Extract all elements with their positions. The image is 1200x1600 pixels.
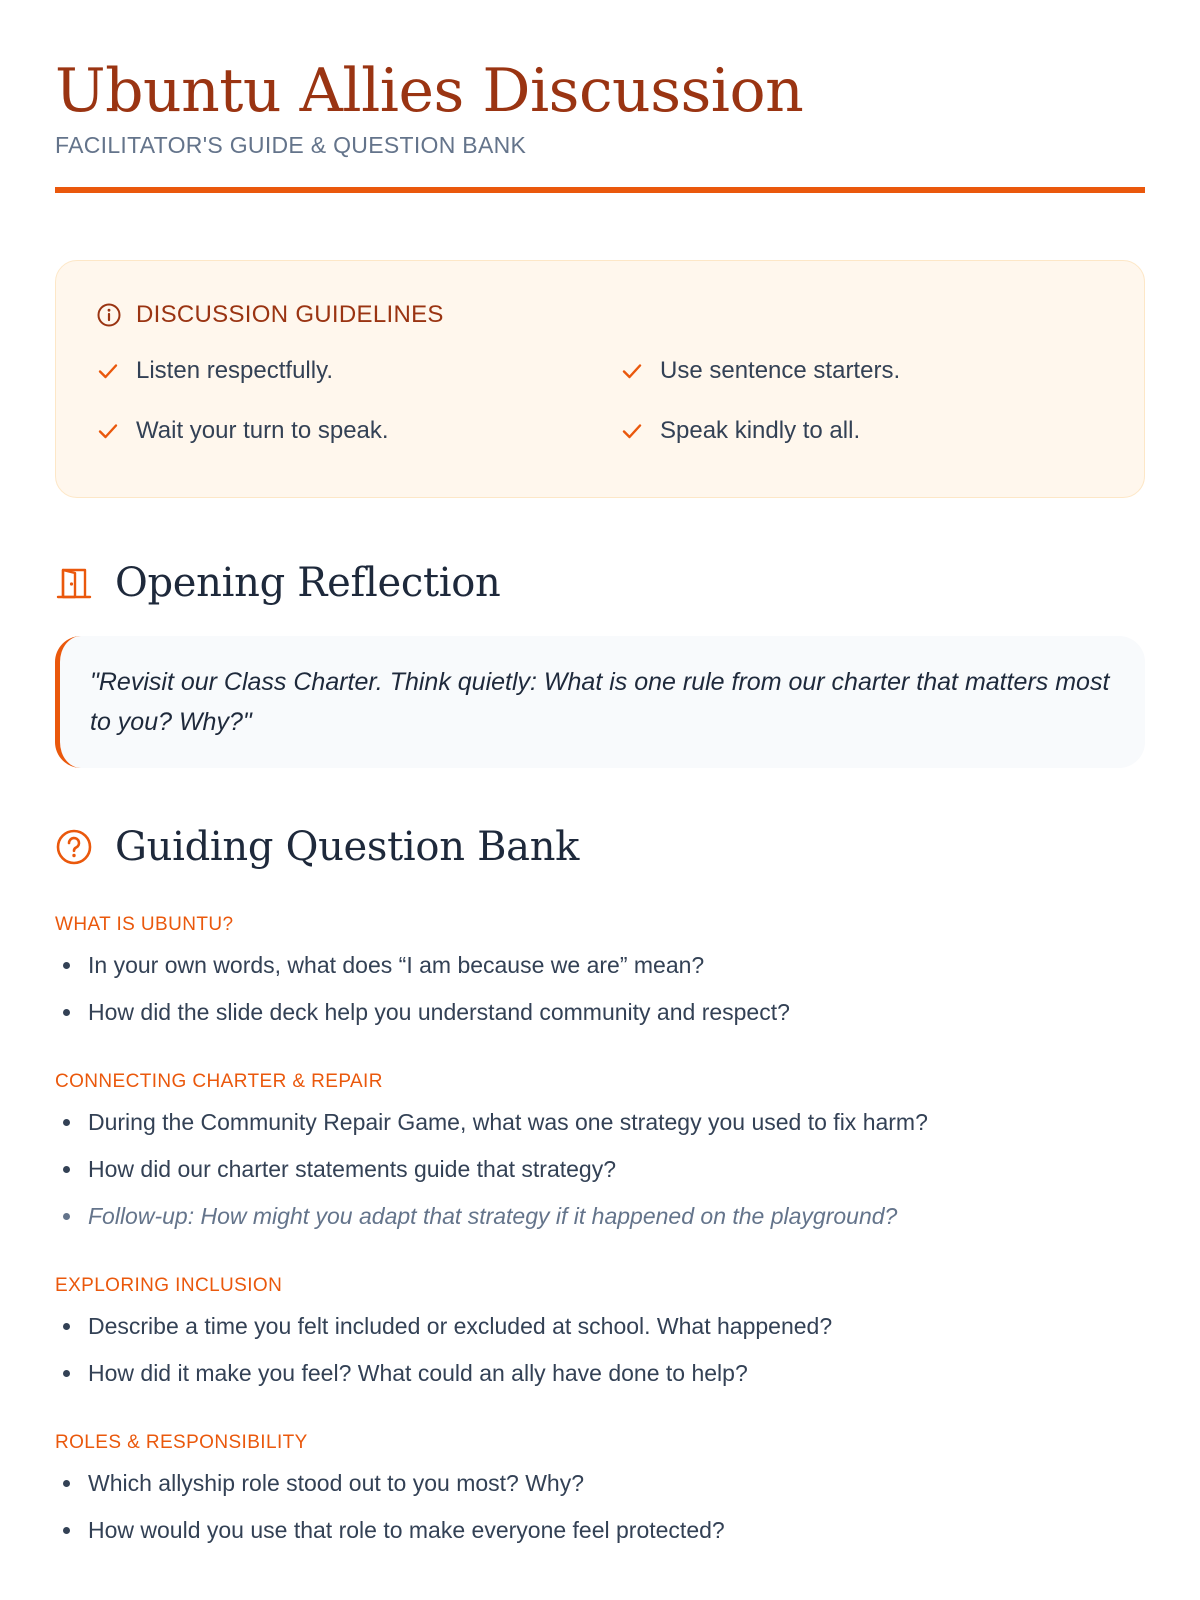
guidelines-heading: DISCUSSION GUIDELINES <box>136 301 444 328</box>
check-icon <box>620 359 644 383</box>
question-list <box>55 950 1145 1027</box>
question-category <box>55 1275 1145 1388</box>
question-item: Describe a time you felt included or excluded at school. What happened? <box>55 1311 1145 1341</box>
question-list <box>55 1311 1145 1388</box>
guideline-item <box>620 417 1104 445</box>
category-title: WHAT IS UBUNTU? <box>55 914 234 935</box>
question-item: How would you use that role to make everyone feel protected? <box>55 1515 1145 1545</box>
guideline-item <box>620 357 1104 385</box>
followup-question: Follow-up: How might you adapt that strategy if it happened on the playground? <box>55 1201 1145 1231</box>
check-icon <box>96 359 120 383</box>
category-title: ROLES & RESPONSIBILITY <box>55 1432 308 1453</box>
guideline-text: Speak kindly to all. <box>660 417 861 444</box>
guideline-text: Use sentence starters. <box>660 357 901 384</box>
category-title: CONNECTING CHARTER & REPAIR <box>55 1071 383 1092</box>
guideline-text: Listen respectfully. <box>136 357 333 384</box>
door-open-icon <box>55 564 93 602</box>
question-item: How did our charter statements guide that strategy? <box>55 1154 1145 1184</box>
opening-quote: "Revisit our Class Charter. Think quietly: What is one rule from our charter that matters most to you? Why?" <box>55 636 1145 768</box>
question-category <box>55 1432 1145 1545</box>
check-icon <box>620 419 644 443</box>
guideline-text: Wait your turn to speak. <box>136 417 389 444</box>
question-category <box>55 914 1145 1027</box>
guidelines-list <box>96 357 1104 445</box>
opening-reflection-header <box>55 560 1145 606</box>
section-title: Guiding Question Bank <box>115 824 580 870</box>
title-divider <box>55 187 1145 193</box>
guideline-item <box>96 417 620 445</box>
help-circle-icon <box>55 828 93 866</box>
check-icon <box>96 419 120 443</box>
question-item: During the Community Repair Game, what was one strategy you used to fix harm? <box>55 1107 1145 1137</box>
question-list <box>55 1107 1145 1231</box>
category-title: EXPLORING INCLUSION <box>55 1275 283 1296</box>
question-bank-header <box>55 824 1145 870</box>
question-item: How did the slide deck help you understand community and respect? <box>55 997 1145 1027</box>
section-title: Opening Reflection <box>115 560 501 606</box>
question-list <box>55 1468 1145 1545</box>
question-item: How did it make you feel? What could an ally have done to help? <box>55 1358 1145 1388</box>
document-title: Ubuntu Allies Discussion <box>55 56 804 126</box>
question-item: Which allyship role stood out to you most? Why? <box>55 1468 1145 1498</box>
document-subtitle: FACILITATOR'S GUIDE & QUESTION BANK <box>55 132 527 158</box>
question-item: In your own words, what does “I am because we are” mean? <box>55 950 1145 980</box>
guideline-item <box>96 357 620 385</box>
question-category <box>55 1071 1145 1231</box>
discussion-guidelines-panel <box>55 260 1145 498</box>
info-icon <box>96 302 122 328</box>
guidelines-header <box>96 301 1104 329</box>
